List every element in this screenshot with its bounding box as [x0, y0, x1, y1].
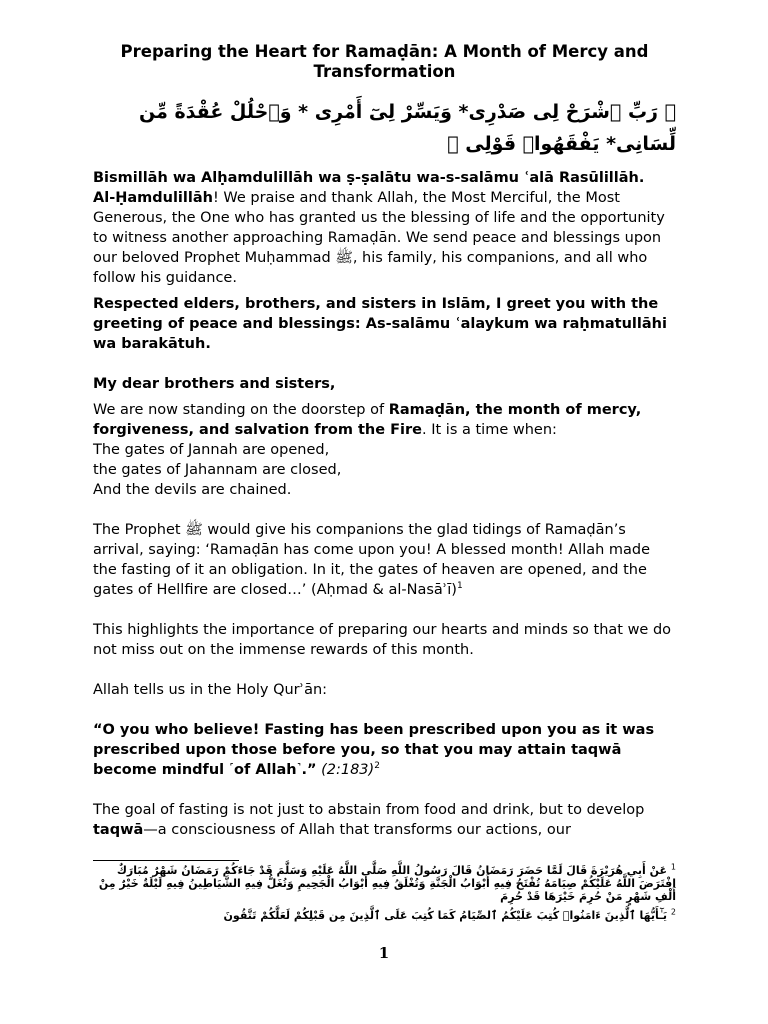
footnotes [93, 864, 676, 928]
taqwa-text1: The goal of fasting is not just to abstain from food and drink, but to develop [93, 802, 645, 818]
footnote-1-text: عَنْ أَبِي هُرَيْرَةَ قَالَ لَمَّا حَضَرَ رَمَضَانُ قَالَ رَسُولُ اللَّهِ صَلَّى اللَّهُ عَلَيْهِ وَسَلَّمَ قَدْ جَاءَكُمْ رَمَضَانُ شَهْرٌ مُبَارَكٌ افْتَرَضَ اللَّهُ عَلَيْكُمْ صِيَامَهُ تُفْتَحُ فِيهِ أَبْوَابُ الْجَنَّةِ وَتُغْلَقُ فِيهِ أَبْوَابُ الْجَحِيمِ وَتُغَلُّ فِيهِ الشَّيَاطِينُ فِيهِ لَيْلَةٌ خَيْرٌ مِنْ أَلْفِ شَهْرٍ مَنْ حُرِمَ خَيْرَهَا قَدْ حُرِمَ [98, 864, 676, 903]
opening-paragraph [93, 168, 676, 188]
gates-jahannam-line: the gates of Jahannam are closed, [93, 462, 342, 478]
footnote-1 [93, 864, 676, 903]
praise-text: ! We praise and thank Allah, the Most Merciful, the Most Generous, the One who has granted us the blessing of life and the opportunity to witness another approaching Ramaḍān. We send peace and blessings upon our beloved Prophet Muḥammad ﷺ, his family, his companions, and all who follow his guidance. [93, 190, 665, 286]
footnote-1-number: 1 [670, 862, 676, 872]
taqwa-paragraph [93, 800, 676, 840]
ramadan-intro-text2: . It is a time when: [422, 422, 557, 438]
ayah-text: “O you who believe! Fasting has been prescribed upon you as it was prescribed upon those before you, so that you may attain taqwā become mindful ˹of Allah˺.” [93, 722, 655, 778]
ramadan-intro-text1: We are now standing on the doorstep of [93, 402, 389, 418]
ramadan-intro-bold: Ramaḍān, the month of mercy, forgiveness, and salvation from the Fire [93, 402, 642, 438]
praise-bold: Al-Ḥamdulillāh [93, 190, 213, 206]
ayah-reference: (2:183) [316, 762, 375, 778]
ayah-paragraph [93, 720, 676, 780]
address-paragraph [93, 374, 676, 394]
dua-arabic: ﴿ رَبِّ ٱشْرَحْ لِى صَدْرِى* وَيَسِّرْ لِىٓ أَمْرِى * وَٱحْلُلْ عُقْدَةً مِّن لِّسَانِى* يَفْقَهُوا۟ قَوْلِى ﴾ [138, 101, 676, 155]
page-title: Preparing the Heart for Ramaḍān: A Month of Mercy and Transformation [120, 42, 649, 81]
footnote-separator [93, 860, 239, 861]
praise-paragraph [93, 188, 676, 288]
opening-text: Bismillāh wa Alḥamdulillāh wa ṣ-ṣalātu wa-s-salāmu ʿalā Rasūlillāh. [93, 170, 645, 186]
hadith-text: The Prophet ﷺ would give his companions the glad tidings of Ramaḍān’s arrival, saying: ‘Ramaḍān has come upon you! A blessed month! Allah made the fasting of it an obligation. In it, the gates of heaven are opened, and the gates of Hellfire are closed…’ (Aḥmad & al-Nasāʾī) [93, 522, 651, 598]
gates-jannah-line: The gates of Jannah are opened, [93, 442, 330, 458]
importance-paragraph: This highlights the importance of preparing our hearts and minds so that we do not miss out on the immense rewards of this month. [93, 622, 672, 658]
quran-intro-paragraph: Allah tells us in the Holy Qurʾān: [93, 682, 328, 698]
document-page [93, 42, 676, 840]
greeting-paragraph [93, 294, 676, 354]
devils-chained-line: And the devils are chained. [93, 482, 292, 498]
footnote-2-text: يَـٰٓأَيُّهَا ٱلَّذِينَ ءَامَنُوا۟ كُتِبَ عَلَيْكُمُ ٱلصِّيَامُ كَمَا كُتِبَ عَلَى ٱلَّذِينَ مِن قَبْلِكُمْ لَعَلَّكُمْ تَتَّقُونَ [223, 909, 668, 922]
footnote-2-number: 2 [670, 907, 676, 917]
address-text: My dear brothers and sisters, [93, 376, 336, 392]
taqwa-text2: —a consciousness of Allah that transforms our actions, our [143, 822, 571, 838]
footnote-ref-1[interactable]: 1 [456, 581, 463, 592]
page-number: 1 [378, 944, 390, 962]
taqwa-bold: taqwā [93, 822, 144, 838]
hadith-paragraph [93, 520, 676, 600]
ramadan-intro-paragraph [93, 400, 676, 500]
greeting-text: Respected elders, brothers, and sisters in Islām, I greet you with the greeting of peace and blessings: As-salāmu ʿalaykum wa raḥmatullāhi wa barakātuh. [93, 296, 667, 352]
footnote-ref-2[interactable]: 2 [374, 761, 380, 772]
footnote-2 [93, 909, 676, 922]
